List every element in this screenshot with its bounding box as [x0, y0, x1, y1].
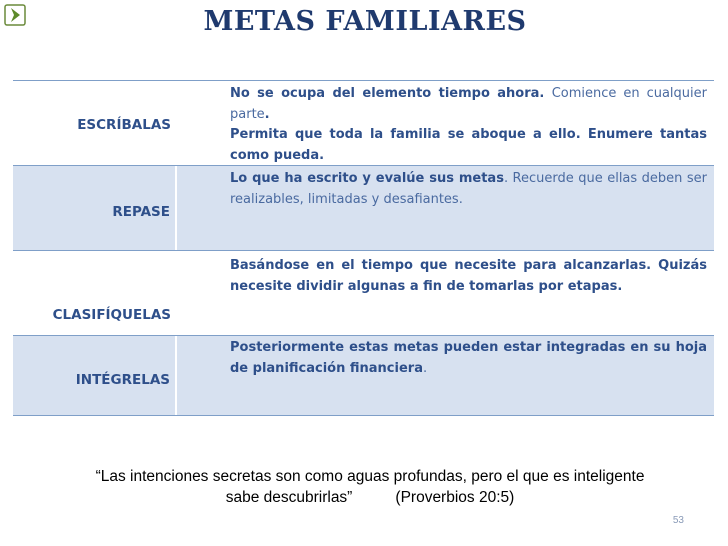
row-label: ESCRÍBALAS	[13, 81, 177, 165]
quote-line-2: sabe descubrirlas” (Proverbios 20:5)	[225, 489, 515, 506]
quote-line-1: “Las intenciones secretas son como aguas profundas, pero el que es inteligente	[95, 468, 645, 485]
page-number: 53	[672, 515, 684, 526]
row-description: Posteriormente estas metas pueden estar integradas en su hoja de planificación financiera.	[230, 340, 707, 376]
table-row	[13, 81, 714, 166]
row-label: INTÉGRELAS	[13, 336, 177, 415]
row-description: No se ocupa del elemento tiempo ahora. Comience en cualquier parte. Permita que toda la familia se aboque a ello. Enumere tantas como pueda.	[230, 86, 707, 163]
bible-quote	[40, 466, 700, 508]
row-label: CLASIFÍQUELAS	[13, 251, 177, 335]
row-label: REPASE	[13, 166, 177, 250]
goals-table	[13, 80, 714, 416]
row-description: Basándose en el tiempo que necesite para alcanzarlas. Quizás necesite dividir algunas a fin de tomarlas por etapas.	[230, 258, 707, 294]
table-row	[13, 336, 714, 416]
slide-title: METAS FAMILIARES	[203, 6, 527, 37]
table-row	[13, 166, 714, 251]
row-description: Lo que ha escrito y evalúe sus metas. Recuerde que ellas deben ser realizables, limitadas y desafiantes.	[230, 171, 707, 207]
table-row	[13, 251, 714, 336]
